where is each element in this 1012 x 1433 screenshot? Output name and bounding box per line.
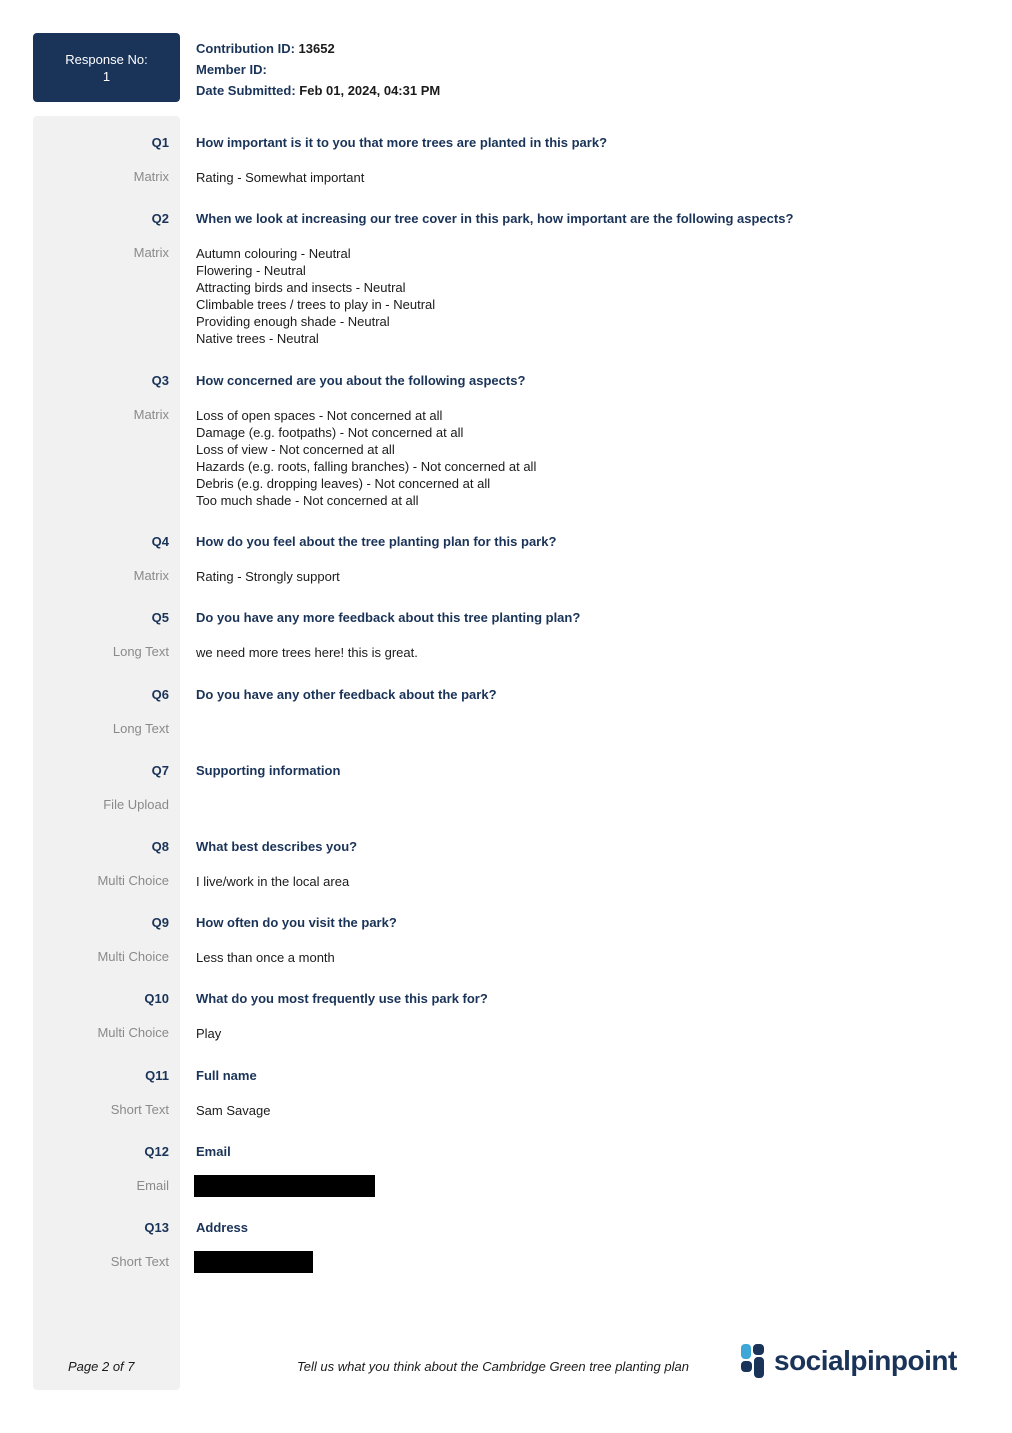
- question-type: Matrix: [133, 245, 169, 260]
- response-label: Response No:: [65, 51, 148, 67]
- socialpinpoint-logo-icon: [740, 1343, 766, 1379]
- question-number: Q4: [151, 534, 169, 549]
- question-title: Do you have any other feedback about the park?: [196, 687, 497, 702]
- answer-block: [196, 568, 340, 585]
- question-number: Q7: [151, 763, 169, 778]
- question-number: Q5: [151, 610, 169, 625]
- date-submitted-value: Feb 01, 2024, 04:31 PM: [299, 83, 441, 98]
- answer-line: Hazards (e.g. roots, falling branches) - Not concerned at all: [196, 459, 537, 474]
- answer-block: [196, 873, 349, 890]
- answer-block: [196, 407, 536, 509]
- submission-meta: [196, 38, 440, 101]
- response-number-box: [33, 33, 180, 102]
- question-title: Do you have any more feedback about this tree planting plan?: [196, 610, 581, 625]
- answer-line: Damage (e.g. footpaths) - Not concerned at all: [196, 425, 464, 440]
- question-type: File Upload: [103, 797, 169, 812]
- question-title: How important is it to you that more trees are planted in this park?: [196, 135, 608, 150]
- answer-block: [196, 169, 364, 186]
- answer-line: Less than once a month: [196, 950, 335, 965]
- question-number: Q1: [151, 135, 169, 150]
- question-title: How often do you visit the park?: [196, 915, 397, 930]
- answer-line: I live/work in the local area: [196, 874, 350, 889]
- question-number: Q11: [145, 1068, 169, 1083]
- contribution-id-label: Contribution ID:: [196, 41, 295, 56]
- answer-line: Rating - Strongly support: [196, 569, 340, 584]
- contribution-id-value: 13652: [298, 41, 335, 56]
- question-type: Multi Choice: [97, 949, 169, 964]
- answer-line: Native trees - Neutral: [196, 331, 319, 346]
- question-title: When we look at increasing our tree cover in this park, how important are the following aspects?: [196, 211, 794, 226]
- question-type: Long Text: [112, 721, 169, 736]
- answer-block: [196, 644, 418, 661]
- answer-line: Loss of view - Not concerned at all: [196, 442, 395, 457]
- answer-block: [196, 245, 435, 347]
- answer-block: [196, 1025, 221, 1042]
- answer-line: Too much shade - Not concerned at all: [196, 493, 419, 508]
- question-type: Matrix: [133, 568, 169, 583]
- brand-name: socialpinpoint: [774, 1345, 957, 1376]
- question-number: Q3: [151, 373, 169, 388]
- question-number: Q6: [151, 687, 169, 702]
- question-number: Q8: [151, 839, 169, 854]
- question-type-sidebar: [33, 116, 180, 1390]
- page-number: Page 2 of 7: [68, 1359, 135, 1374]
- answer-line: Flowering - Neutral: [196, 263, 306, 278]
- question-type: Multi Choice: [97, 1025, 169, 1040]
- answer-line: Autumn colouring - Neutral: [196, 246, 351, 261]
- answer-line: Sam Savage: [196, 1103, 271, 1118]
- question-title: Address: [196, 1220, 249, 1235]
- question-number: Q9: [151, 915, 169, 930]
- question-number: Q13: [144, 1220, 169, 1235]
- answer-line: Play: [196, 1026, 222, 1041]
- question-number: Q12: [144, 1144, 169, 1159]
- answer-block: [196, 949, 335, 966]
- question-type: Multi Choice: [97, 873, 169, 888]
- answer-line: Climbable trees / trees to play in - Neutral: [196, 297, 436, 312]
- answer-line: we need more trees here! this is great.: [196, 645, 418, 660]
- question-number: Q2: [151, 211, 169, 226]
- member-id-label: Member ID:: [196, 62, 267, 77]
- address-redaction: [194, 1251, 313, 1273]
- question-title: How do you feel about the tree planting plan for this park?: [196, 534, 557, 549]
- question-type: Email: [136, 1178, 169, 1193]
- answer-line: Providing enough shade - Neutral: [196, 314, 390, 329]
- question-type: Short Text: [110, 1254, 169, 1269]
- question-title: Full name: [196, 1068, 257, 1083]
- question-title: How concerned are you about the following aspects?: [196, 373, 526, 388]
- answer-line: Loss of open spaces - Not concerned at all: [196, 408, 443, 423]
- question-type: Matrix: [133, 169, 169, 184]
- survey-title: Tell us what you think about the Cambridge Green tree planting plan: [297, 1359, 689, 1374]
- date-submitted-label: Date Submitted:: [196, 83, 296, 98]
- email-redaction: [194, 1175, 375, 1197]
- response-number: 1: [102, 68, 111, 84]
- question-title: Email: [196, 1144, 231, 1159]
- question-title: Supporting information: [196, 763, 341, 778]
- question-type: Long Text: [112, 644, 169, 659]
- answer-line: Rating - Somewhat important: [196, 170, 365, 185]
- question-title: What do you most frequently use this park for?: [196, 991, 488, 1006]
- answer-block: [196, 1102, 270, 1119]
- answer-line: Debris (e.g. dropping leaves) - Not concerned at all: [196, 476, 491, 491]
- question-number: Q10: [144, 991, 169, 1006]
- socialpinpoint-logo: [740, 1343, 957, 1379]
- question-title: What best describes you?: [196, 839, 358, 854]
- question-type: Matrix: [133, 407, 169, 422]
- answer-line: Attracting birds and insects - Neutral: [196, 280, 406, 295]
- question-type: Short Text: [110, 1102, 169, 1117]
